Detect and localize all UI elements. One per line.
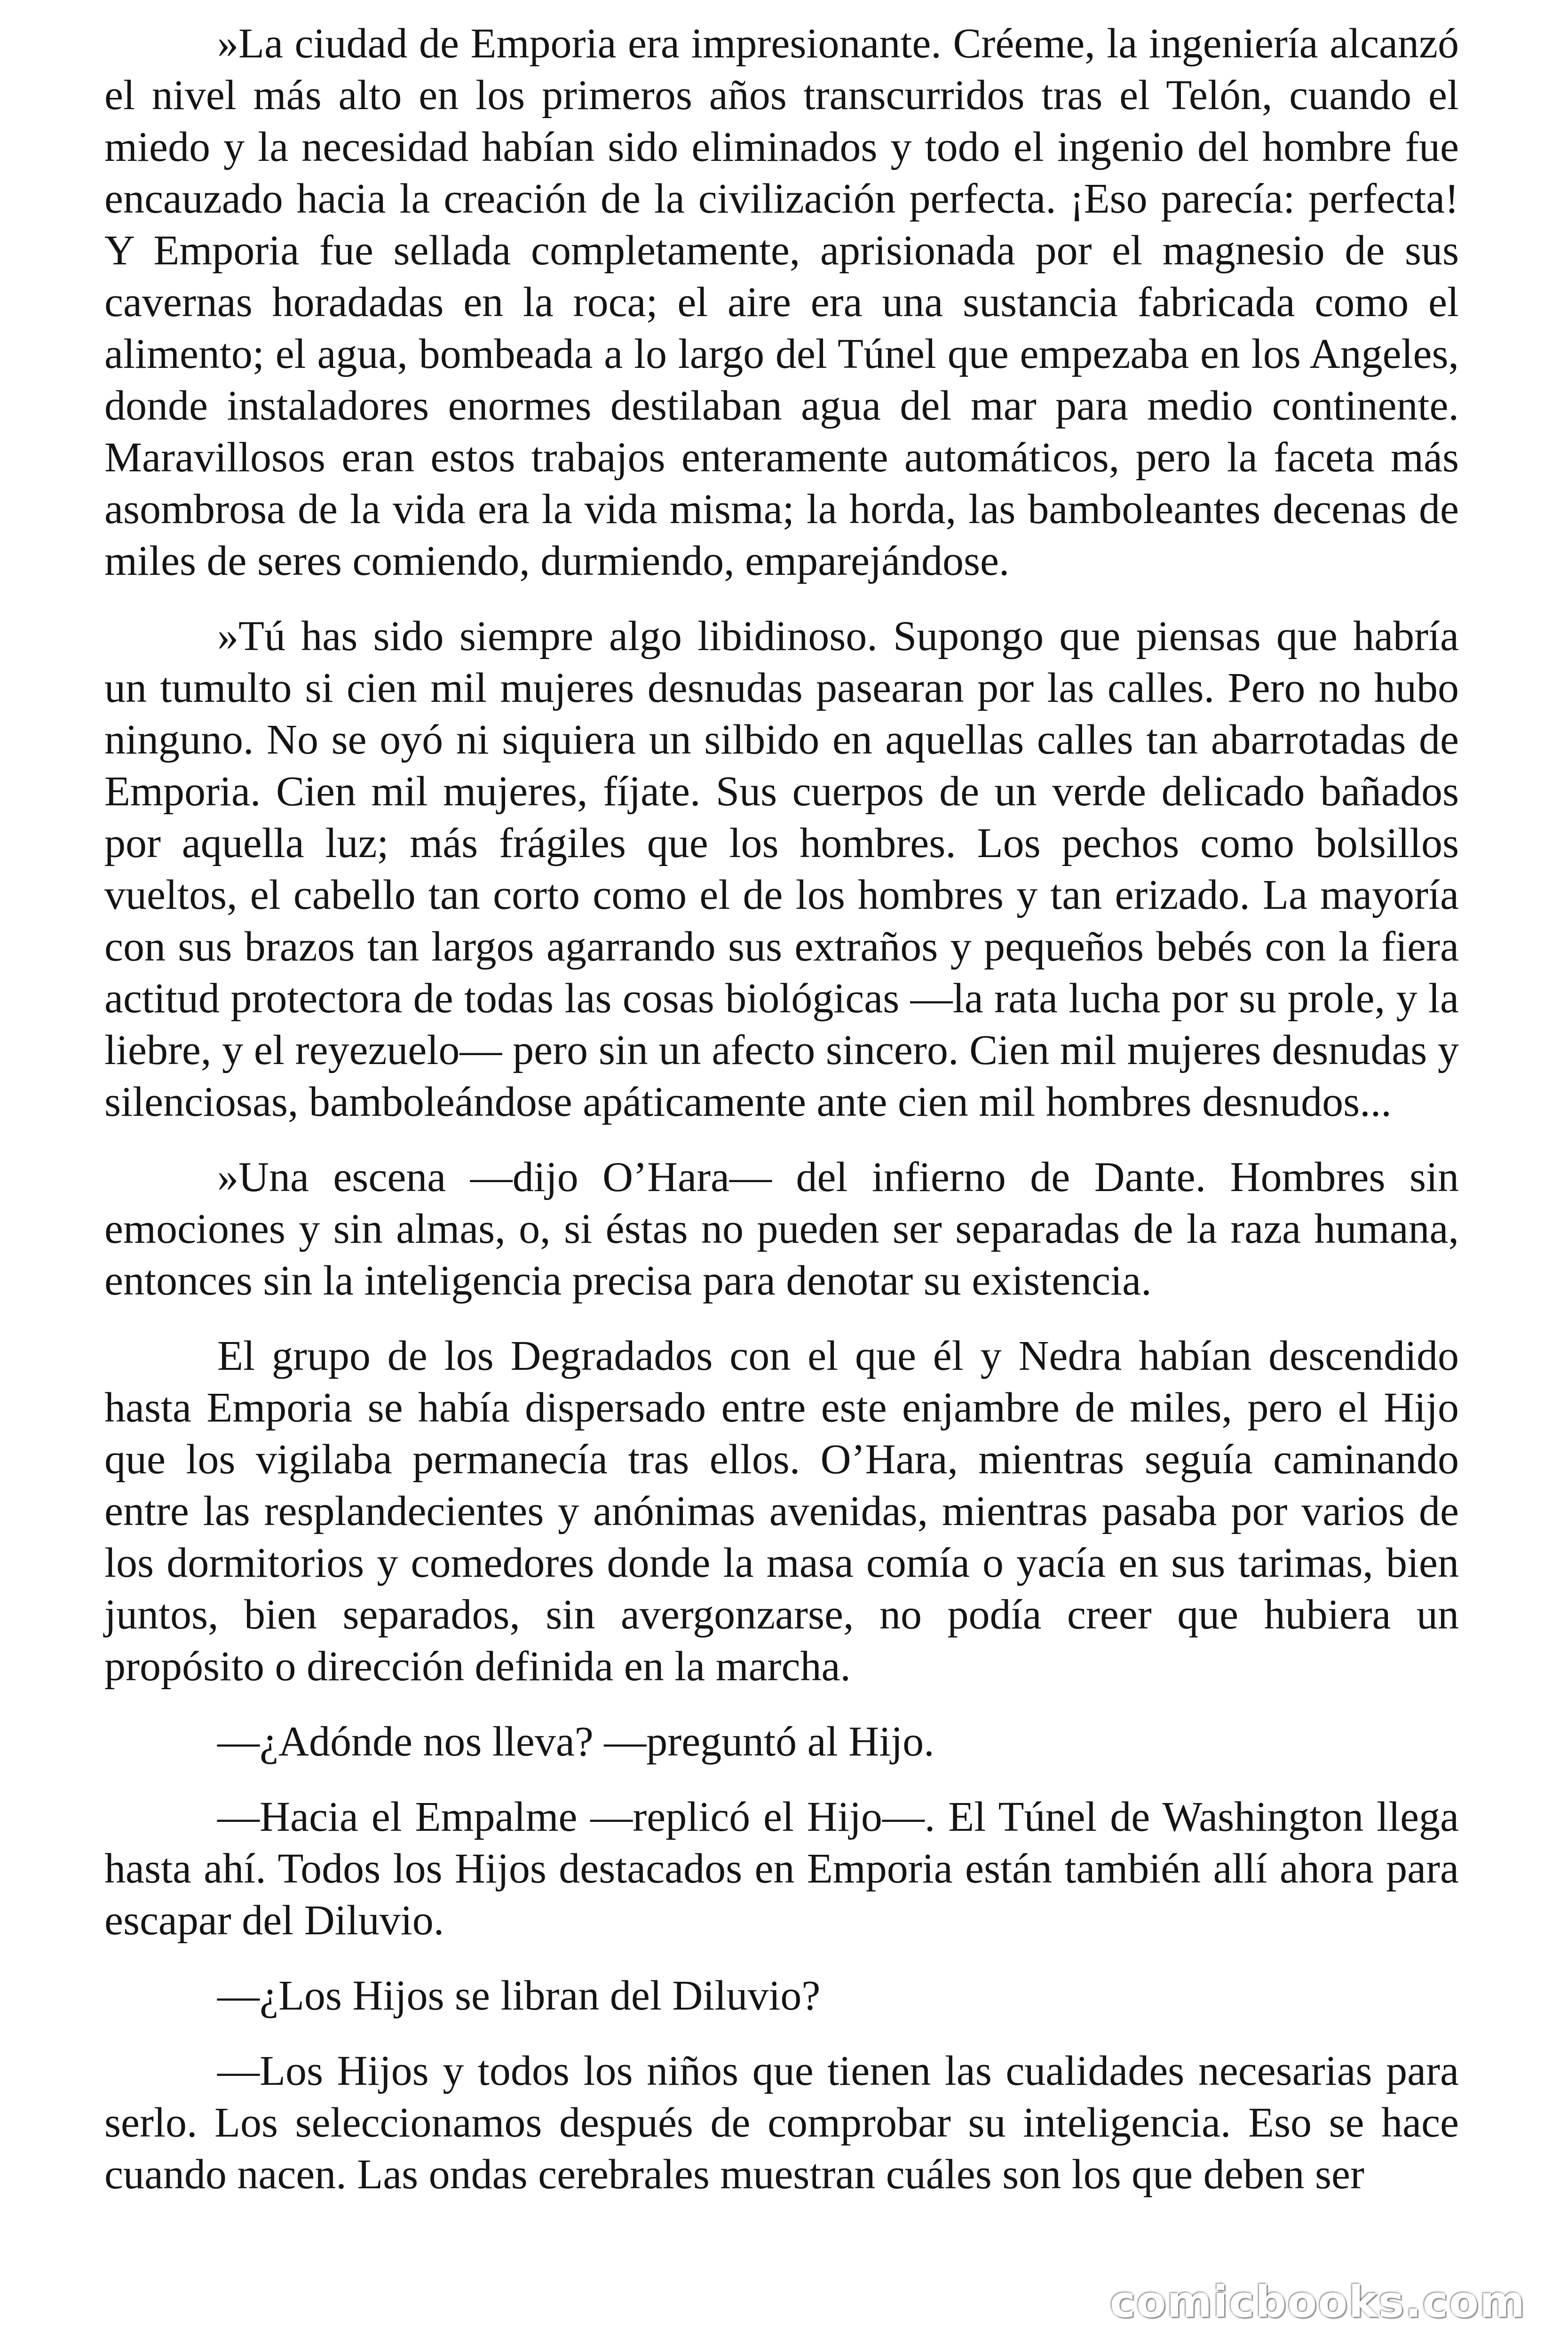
paragraph: »Una escena —dijo O’Hara— del infierno de Dante. Hombres sin emociones y sin almas, o, si éstas no pueden ser separadas de la raza humana, entonces sin la inteligencia precisa para denotar su existencia. (104, 1154, 1459, 1304)
paragraph: »Tú has sido siempre algo libidinoso. Supongo que piensas que habría un tumulto si cien mil mujeres desnudas pasearan por las calles. Pero no hubo ninguno. No se oyó ni siquiera un silbido en aquellas calles tan abarrotadas de Emporia. Cien mil mujeres, fíjate. Sus cuerpos de un verde delicado bañados por aquella luz; más frágiles que los hombres. Los pechos como bolsillos vueltos, el cabello tan corto como el de los hombres y tan erizado. La mayoría con sus brazos tan largos agarrando sus extraños y pequeños bebés con la fiera actitud protectora de todas las cosas biológicas —la rata lucha por su prole, y la liebre, y el reyezuelo— pero sin un afecto sincero. Cien mil mujeres desnudas y silenciosas, bamboleándose apáticamente ante cien mil hombres desnudos... (104, 613, 1459, 1125)
watermark-logo: comicbooks.com (1109, 2277, 1526, 2327)
paragraph: —Los Hijos y todos los niños que tienen las cualidades necesarias para serlo. Los seleccionamos después de comprobar su inteligencia. Eso se hace cuando nacen. Las ondas cerebrales muestran cuáles son los que deben ser (104, 2048, 1459, 2198)
paragraph: —Hacia el Empalme —replicó el Hijo—. El Túnel de Washington llega hasta ahí. Todos los Hijos destacados en Emporia están también allí ahora para escapar del Diluvio. (104, 1794, 1459, 1944)
paragraph: »La ciudad de Emporia era impresionante. Créeme, la ingeniería alcanzó el nivel más alto en los primeros años transcurridos tras el Telón, cuando el miedo y la necesidad habían sido eliminados y todo el ingenio del hombre fue encauzado hacia la creación de la civilización perfecta. ¡Eso parecía: perfecta! Y Emporia fue sellada completamente, aprisionada por el magnesio de sus cavernas horadadas en la roca; el aire era una sustancia fabricada como el alimento; el agua, bombeada a lo largo del Túnel que empezaba en los Angeles, donde instaladores enormes destilaban agua del mar para medio continente. Maravillosos eran estos trabajos enteramente automáticos, pero la faceta más asombrosa de la vida era la vida misma; la horda, las bamboleantes decenas de miles de seres comiendo, durmiendo, emparejándose. (104, 20, 1459, 584)
paragraph: —¿Los Hijos se libran del Diluvio? (217, 1972, 821, 2019)
paragraph: —¿Adónde nos lleva? —preguntó al Hijo. (217, 1718, 934, 1765)
paragraph: El grupo de los Degradados con el que él y Nedra habían descendido hasta Emporia se había dispersado entre este enjambre de miles, pero el Hijo que los vigilaba permanecía tras ellos. O’Hara, mientras seguía caminando entre las resplandecientes y anónimas avenidas, mientras pasaba por varios de los dormitorios y comedores donde la masa comía o yacía en sus tarimas, bien juntos, bien separados, sin avergonzarse, no podía creer que hubiera un propósito o dirección definida en la marcha. (104, 1333, 1459, 1690)
document-body (104, 18, 1459, 2224)
